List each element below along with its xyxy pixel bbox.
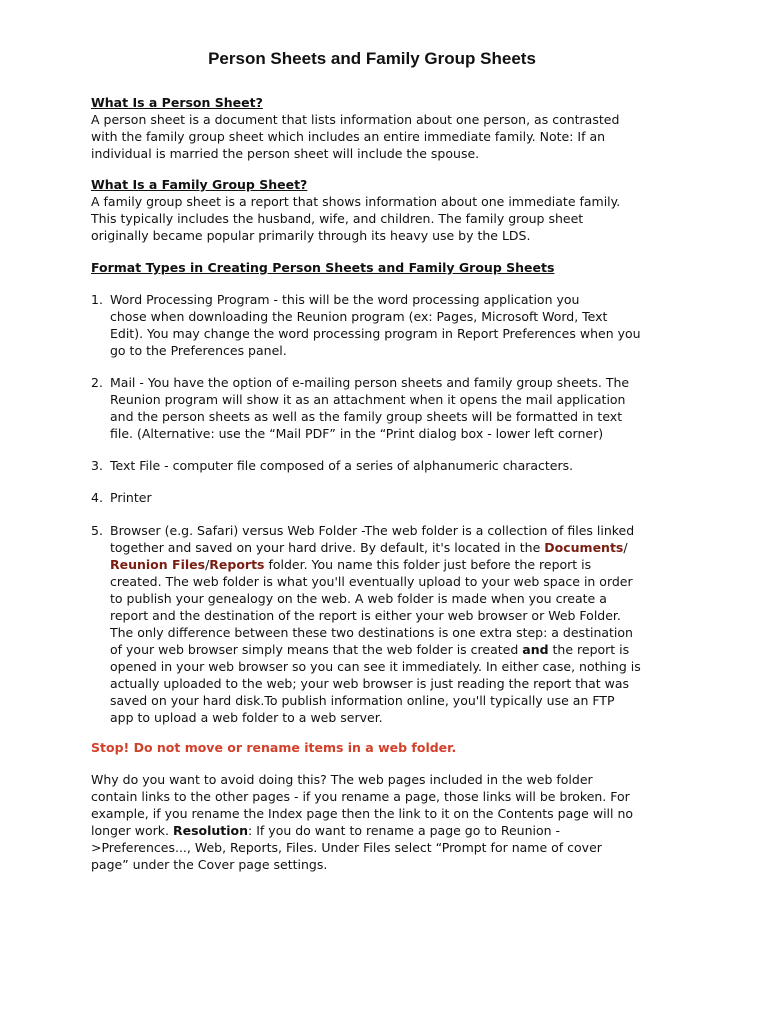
list-item-line: actually uploaded to the web; your web browser is just reading the report that was	[110, 676, 630, 691]
list-item-line: Browser (e.g. Safari) versus Web Folder -The web folder is a collection of files linked	[110, 523, 635, 538]
paragraph-line: with the family group sheet which includes an entire immediate family. Note: If an	[91, 129, 606, 144]
text-run: longer work.	[91, 823, 173, 838]
paragraph-line: originally became popular primarily through its heavy use by the LDS.	[91, 228, 531, 243]
list-item-text	[110, 522, 690, 726]
section-paragraph	[91, 193, 691, 244]
list-number: 2.	[91, 375, 103, 390]
list-item-text	[110, 457, 690, 474]
list-item-line: Mail - You have the option of e-mailing person sheets and family group sheets. The	[110, 375, 630, 390]
list-item-line: chose when downloading the Reunion program (ex: Pages, Microsoft Word, Text	[110, 309, 608, 324]
list-item-text	[110, 374, 690, 442]
list-item-line: go to the Preferences panel.	[110, 343, 287, 358]
list-item-line: Word Processing Program - this will be the word processing application you	[110, 292, 580, 307]
list-item-line: The only difference between these two destinations is one extra step: a destination	[110, 625, 633, 640]
closing-paragraph	[91, 771, 691, 873]
path-separator: /	[205, 557, 210, 572]
section-heading: What Is a Family Group Sheet?	[91, 177, 308, 192]
section-heading: Format Types in Creating Person Sheets and Family Group Sheets	[91, 260, 555, 275]
list-item-line: app to upload a web folder to a web server.	[110, 710, 383, 725]
list-item-line: Edit). You may change the word processing program in Report Preferences when you	[110, 326, 641, 341]
paragraph-line: contain links to the other pages - if you rename a page, those links will be broken. For	[91, 789, 630, 804]
list-number: 3.	[91, 458, 103, 473]
warning-block	[91, 739, 691, 756]
list-item-line	[110, 641, 690, 658]
list-number: 4.	[91, 490, 103, 505]
paragraph-line: A family group sheet is a report that shows information about one immediate family.	[91, 194, 621, 209]
text-run: the report is	[548, 642, 630, 657]
list-item-line: created. The web folder is what you'll eventually upload to your web space in order	[110, 574, 633, 589]
list-item-line: to publish your genealogy on the web. A web folder is made when you create a	[110, 591, 607, 606]
list-item-line	[110, 539, 690, 556]
folder-name-reports: Reports	[209, 557, 265, 572]
list-item-line: file. (Alternative: use the “Mail PDF” in the “Print dialog box - lower left corner)	[110, 426, 604, 441]
document-title: Person Sheets and Family Group Sheets	[208, 49, 536, 68]
warning-text: Stop! Do not move or rename items in a web folder.	[91, 740, 457, 755]
folder-name-reunion-files: Reunion Files	[110, 557, 206, 572]
list-item-line: Text File - computer file composed of a series of alphanumeric characters.	[110, 458, 574, 473]
text-run: together and saved on your hard drive. By default, it's located in the	[110, 540, 545, 555]
list-item-text	[110, 489, 690, 506]
bold-text: and	[522, 642, 549, 657]
list-item-line: Reunion program will show it as an attachment when it opens the mail application	[110, 392, 626, 407]
list-item-line: report and the destination of the report is either your web browser or Web Folder.	[110, 608, 621, 623]
section-family-group-sheet	[91, 176, 691, 244]
paragraph-line: >Preferences..., Web, Reports, Files. Under Files select “Prompt for name of cover	[91, 840, 602, 855]
list-item-text	[110, 291, 690, 359]
section-paragraph	[91, 111, 691, 162]
list-item-line: and the person sheets as well as the family group sheets will be formatted in text	[110, 409, 623, 424]
paragraph-line: individual is married the person sheet will include the spouse.	[91, 146, 480, 161]
list-number: 5.	[91, 523, 103, 538]
list-number: 1.	[91, 292, 103, 307]
section-heading: What Is a Person Sheet?	[91, 95, 263, 110]
list-item-line: opened in your web browser so you can see it immediately. In either case, nothing is	[110, 659, 641, 674]
section-format-types	[91, 259, 691, 276]
paragraph-line: This typically includes the husband, wife, and children. The family group sheet	[91, 211, 584, 226]
list-item-line	[110, 556, 690, 573]
paragraph-line: Why do you want to avoid doing this? The web pages included in the web folder	[91, 772, 593, 787]
text-run: folder. You name this folder just before the report is	[264, 557, 592, 572]
path-separator: /	[623, 540, 628, 555]
paragraph-line: A person sheet is a document that lists information about one person, as contrasted	[91, 112, 620, 127]
list-item-line: Printer	[110, 490, 152, 505]
list-item-line: saved on your hard disk.To publish information online, you'll typically use an FTP	[110, 693, 615, 708]
paragraph-line	[91, 822, 691, 839]
paragraph-line: example, if you rename the Index page then the link to it on the Contents page will no	[91, 806, 634, 821]
folder-name-documents: Documents	[544, 540, 624, 555]
text-run: of your web browser simply means that the web folder is created	[110, 642, 523, 657]
bold-text: Resolution	[172, 823, 249, 838]
paragraph-line: page” under the Cover page settings.	[91, 857, 328, 872]
section-person-sheet	[91, 94, 691, 162]
text-run: : If you do want to rename a page go to Reunion -	[248, 823, 561, 838]
